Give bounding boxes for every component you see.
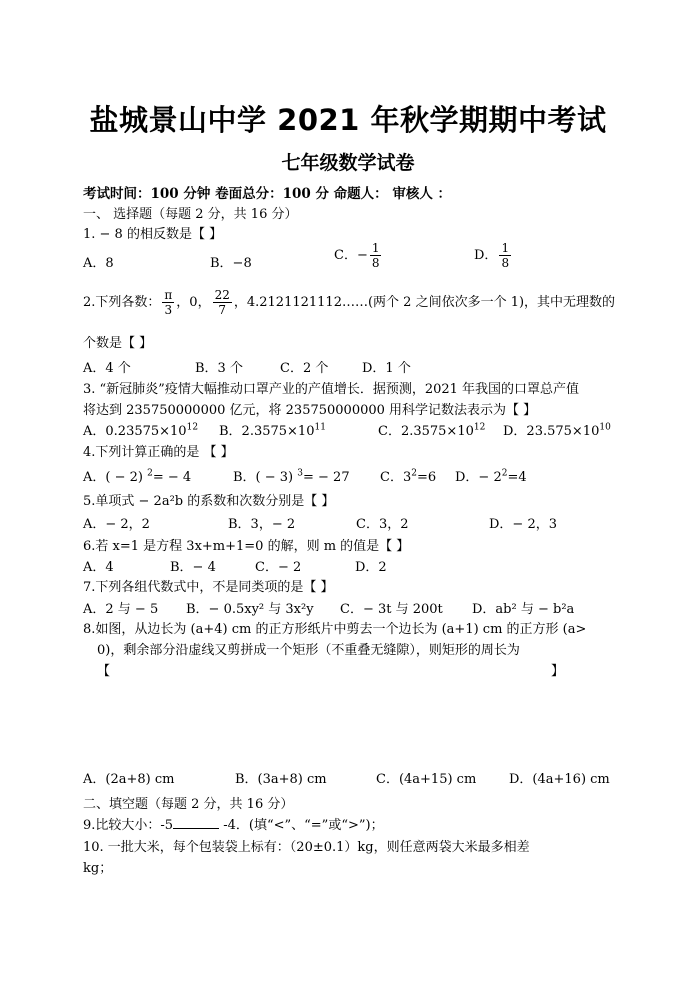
exam-info: 考试时间：100 分钟 卷面总分：100 分 命题人： 审核人 ： [83,186,452,202]
q3-option-a-text: A．0.23575×10 [83,424,187,439]
q3-option-d [503,420,611,439]
q3-line1: 3. “新冠肺炎”疫情大幅推动口罩产业的产值增长．据预测，2021 年我国的口罩总产值 [83,382,580,397]
exam-title: 盐城景山中学 2021 年秋学期期中考试 [89,103,607,137]
q1-option-c-prefix: C．− [334,248,368,263]
q2-three: 3 [164,303,173,317]
q1-fraction-c [370,241,382,270]
q9-post: -4．(填“<”、“=”或“>”)； [219,818,384,833]
q8-option-a: A．(2a+8) cm [83,772,175,787]
q3-option-c [378,420,485,439]
q2-stem-a: 2.下列各数： [83,295,161,310]
q10-line1: 10. 一批大米，每个包装袋上标有：（20±0.1）kg，则任意两袋大米最多相差 [83,840,530,855]
q3-option-d-exp: 10 [599,422,611,433]
q2-fraction-pi [162,288,174,317]
q5-option-b: B．3，− 2 [228,517,296,532]
q4-option-b [233,466,350,485]
q4-option-a-exp: 2 [147,468,153,479]
q2-option-b: B．3 个 [195,361,243,376]
q7-option-a: A．2 与 − 5 [83,602,159,617]
q1-option-a: A．8 [83,256,114,271]
q3-option-b-exp: 11 [314,422,326,433]
q4-option-b-tail: = − 27 [303,470,350,485]
q8-option-d: D．(4a+16) cm [509,772,610,787]
q8-bracket-left: 【 [97,664,111,679]
q2-option-a: A．4 个 [83,361,131,376]
q4-option-c-exp: 2 [411,468,417,479]
q1-fraction-d [499,241,511,270]
q2-zero: ，0， [176,295,211,310]
q2-7: 7 [218,303,227,317]
section2-heading: 二、填空题（每题 2 分，共 16 分） [83,797,294,812]
q3-line2: 将达到 235750000000 亿元，将 235750000000 用科学记数法表示为【 】 [83,403,537,418]
q1-fraction-c-den: 8 [371,256,380,270]
exam-subtitle: 七年级数学试卷 [281,152,415,174]
q1-fraction-d-num: 1 [501,241,510,255]
q6-stem: 6.若 x=1 是方程 3x+m+1=0 的解，则 m 的值是【 】 [83,539,410,554]
q8-bracket-right: 】 [551,664,565,679]
q3-option-b-text: B．2.3575×10 [219,424,315,439]
q4-option-d-tail: =4 [507,470,527,485]
q4-option-a-tail: = − 4 [152,470,192,485]
q4-option-d-exp: 2 [501,468,508,479]
q2-fraction-22-7 [213,288,232,317]
q5-option-a: A．− 2，2 [83,517,150,532]
q8-option-c: C．(4a+15) cm [376,772,477,787]
q2-option-d: D．1 个 [362,361,411,376]
q9-pre: 9.比较大小：-5 [83,818,174,833]
q8-option-b: B．(3a+8) cm [235,772,327,787]
q7-option-d: D．ab² 与 − b²a [472,602,575,617]
q1-option-d [474,241,513,270]
q4-stem: 4.下列计算正确的是 【 】 [83,445,234,460]
q6-option-c: C．− 2 [255,560,302,575]
q2-stem-b: ，4.2121121112……(两个 2 之间依次多一个 1)，其中无理数的 [233,295,616,310]
q10-line2: kg； [83,861,113,876]
q3-option-b [219,420,326,439]
q5-option-d: D．− 2，3 [489,517,557,532]
q1-fraction-d-den: 8 [501,256,510,270]
q5-stem: 5.单项式 − 2a²b 的系数和次数分别是【 】 [83,494,335,509]
q1-stem: 1. − 8 的相反数是【 】 [83,227,223,242]
q3-option-c-exp: 12 [473,422,486,433]
q4-option-b-text: B．( − 3) [233,470,298,485]
q2-stem-line2: 个数是【 】 [83,336,153,351]
q4-option-c [380,466,436,485]
q4-option-c-text: C．3 [380,470,412,485]
q4-option-d-text: D．− 2 [455,470,502,485]
q8-line1: 8.如图，从边长为 (a+4) cm 的正方形纸片中剪去一个边长为 (a+1) cm 的正方形 (a> [83,622,587,637]
section1-heading: 一、 选择题（每题 2 分，共 16 分） [83,207,298,222]
q4-option-c-tail: =6 [416,470,437,485]
q3-option-a-exp: 12 [186,422,199,433]
q6-option-b: B．− 4 [170,560,216,575]
q7-stem: 7.下列各组代数式中，不是同类项的是【 】 [83,580,334,595]
q4-option-d [455,466,527,485]
q1-option-d-prefix: D． [474,248,498,263]
q2-option-c: C．2 个 [280,361,329,376]
q6-option-a: A．4 [83,560,114,575]
q3-option-c-text: C．2.3575×10 [378,424,474,439]
q2-pi: π [164,288,173,302]
q1-fraction-c-num: 1 [371,241,380,255]
q9 [83,814,384,833]
q4-option-a-text: A．( − 2) [83,470,148,485]
q2-stem-line1 [83,288,615,317]
q6-option-d: D．2 [355,560,387,575]
q1-option-c [334,241,383,270]
q8-line2: 0)，剩余部分沿虚线又剪拼成一个矩形（不重叠无缝隙），则矩形的周长为 [97,643,520,658]
q7-option-c: C．− 3t 与 200t [340,602,443,617]
q4-option-a [83,466,191,485]
q1-option-b: B．−8 [210,256,252,271]
q7-option-b: B．− 0.5xy² 与 3x²y [186,602,314,617]
q3-option-a [83,420,198,439]
q5-option-c: C．3，2 [356,517,409,532]
q2-22: 22 [214,288,230,302]
q9-answer-blank[interactable] [173,816,219,829]
q4-option-b-exp: 3 [297,468,303,479]
q3-option-d-text: D．23.575×10 [503,424,600,439]
